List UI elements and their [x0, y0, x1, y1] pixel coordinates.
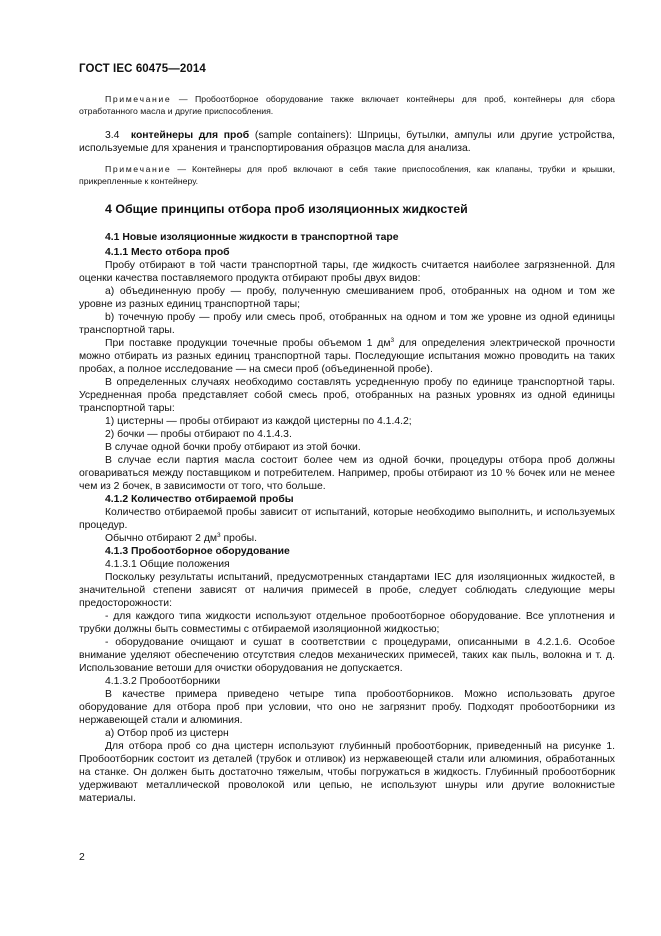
page-body — [79, 93, 615, 805]
superscript: 3 — [217, 532, 221, 539]
paragraph: Поскольку результаты испытаний, предусмотренных стандартами IEC для изоляционных жидкостей, в значительной степени зависят от наличия примесей в пробе, следует соблюдать следующие меры предосторожности: — [79, 572, 615, 609]
section-4-heading: 4 Общие принципы отбора проб изоляционных жидкостей — [105, 202, 468, 216]
paragraph: Пробу отбирают в той части транспортной тары, где жидкость считается наиболее загрязненной. Для оценки качества поставляемого продукта отбирают пробы двух видов: — [79, 260, 615, 284]
superscript: 3 — [390, 337, 395, 344]
paragraph-text: При поставке продукции точечные пробы объемом 1 дм — [105, 338, 391, 349]
section-4-1-3-heading: 4.1.3 Пробоотборное оборудование — [105, 546, 290, 557]
definition-3-4 — [79, 129, 615, 155]
definition-text: (sample containers): Шприцы, бутылки, ампулы или другие устройства, используемые для хранения и транспортирования образцов масла для анализа. — [79, 130, 615, 154]
definition-number: 3.4 — [105, 130, 120, 141]
subsection-4-1-3-1-heading: 4.1.3.1 Общие положения — [105, 559, 230, 570]
list-item: 1) цистерны — пробы отбирают из каждой цистерны по 4.1.4.2; — [105, 416, 412, 427]
paragraph: В определенных случаях необходимо составлять усредненную пробу по единице транспортной тары. Усредненная проба представляет собой смесь проб, отобранных на разных уровнях из одной единицы транспортной тары: — [79, 377, 615, 414]
paragraph: Количество отбираемой пробы зависит от испытаний, которые необходимо выполнить, и используемых процедур. — [79, 507, 615, 531]
note-1 — [79, 93, 615, 117]
note-label: Примечание — [105, 164, 172, 174]
paragraph: Для отбора проб со дна цистерн используют глубинный пробоотборник, приведенный на рисунке 1. Пробоотборник состоит из деталей (трубок и отливок) из нержавеющей стали или алюминия, обработанных на станке. Он должен быть достаточно тяжелым, чтобы погружаться в жидкость. Глубинный пробоотборник удерживают металлической проволокой или цепью, не используют шнуры или другие волокнистые материалы. — [79, 741, 615, 804]
paragraph-text: для определения электрической прочности можно отбирать из разных единиц транспортной тары. Последующие испытания можно проводить на таких пробах, а полное исследование — на смеси проб (объединенной пробе). — [79, 338, 615, 375]
section-4-1-heading: 4.1 Новые изоляционные жидкости в транспортной таре — [105, 232, 399, 243]
paragraph-text: Обычно отбирают 2 дм — [105, 533, 218, 544]
note-2-text: — Контейнеры для проб включают в себя такие приспособления, как клапаны, трубки и крышки, прикрепленные к контейнеру. — [79, 164, 615, 186]
definition-term: контейнеры для проб — [130, 130, 250, 141]
paragraph-text: пробы. — [220, 533, 258, 544]
section-4-1-2-heading: 4.1.2 Количество отбираемой пробы — [105, 494, 294, 505]
paragraph: В случае если партия масла состоит более чем из одной бочки, процедуры отбора проб должны оговариваться между поставщиком и потребителем. Например, пробы отбирают из 10 % бочек или не менее чем из 2 бочек, в зависимости от того, что больше. — [79, 455, 615, 492]
section-4-1-1-heading: 4.1.1 Место отбора проб — [105, 247, 230, 258]
note-1-text: — Пробоотборное оборудование также включает контейнеры для проб, контейнеры для сбора отработанного масла и другие приспособления. — [79, 94, 615, 116]
list-item: a) Отбор проб из цистерн — [105, 728, 229, 739]
list-item: - для каждого типа жидкости используют отдельное пробоотборное оборудование. Все уплотнения и трубки должны быть совместимы с отбираемой изоляционной жидкостью; — [79, 611, 615, 635]
paragraph — [79, 337, 615, 376]
note-2 — [79, 163, 615, 187]
page-number: 2 — [79, 852, 85, 863]
running-header: ГОСТ IEC 60475—2014 — [79, 63, 206, 75]
note-label: Примечание — [105, 94, 172, 104]
list-item: b) точечную пробу — пробу или смесь проб, отобранных на одном и том же уровне из одной единицы транспортной тары. — [79, 312, 615, 336]
paragraph: В случае одной бочки пробу отбирают из этой бочки. — [105, 442, 361, 453]
paragraph: В качестве примера приведено четыре типа пробоотборников. Можно использовать другое оборудование для отбора проб при условии, что оно не загрязнит пробу. Подходят пробоотборники из нержавеющей стали и алюминия. — [79, 689, 615, 726]
list-item: 2) бочки — пробы отбирают по 4.1.4.3. — [105, 429, 292, 440]
subsection-4-1-3-2-heading: 4.1.3.2 Пробоотборники — [105, 676, 221, 687]
list-item: - оборудование очищают и сушат в соответствии с процедурами, описанными в 4.2.1.6. Особое внимание уделяют обеспечению отсутствия следов механических примесей, таких как пыль, волокна и т. д. Использование ветоши для очистки оборудования не допускается. — [79, 637, 615, 674]
list-item: a) объединенную пробу — пробу, полученную смешиванием проб, отобранных на одном и том же уровне из разных единиц транспортной тары; — [79, 286, 615, 310]
paragraph — [79, 532, 615, 545]
